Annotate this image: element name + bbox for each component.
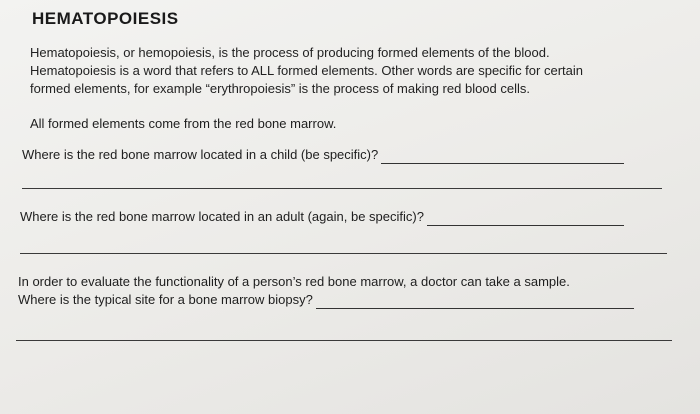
bone-marrow-statement: All formed elements come from the red bone marrow. bbox=[30, 116, 337, 131]
question-1 bbox=[22, 146, 624, 164]
question-3-answer-blank[interactable] bbox=[316, 296, 634, 309]
question-2-answer-line[interactable] bbox=[20, 253, 667, 254]
question-2 bbox=[20, 208, 624, 226]
question-3-text-2: Where is the typical site for a bone marrow biopsy? bbox=[18, 292, 313, 307]
question-1-answer-blank[interactable] bbox=[381, 151, 624, 164]
intro-line-3: formed elements, for example “erythropoiesis” is the process of making red blood cells. bbox=[30, 81, 530, 96]
question-3-answer-line[interactable] bbox=[16, 340, 672, 341]
intro-line-1: Hematopoiesis, or hemopoiesis, is the process of producing formed elements of the blood. bbox=[30, 45, 550, 60]
question-1-answer-line[interactable] bbox=[22, 188, 662, 189]
intro-line-2: Hematopoiesis is a word that refers to ALL formed elements. Other words are specific for certain bbox=[30, 63, 583, 78]
question-3-text-1: In order to evaluate the functionality of a person’s red bone marrow, a doctor can take a sample. bbox=[18, 274, 570, 289]
question-3-line-2 bbox=[18, 291, 634, 309]
question-1-text: Where is the red bone marrow located in a child (be specific)? bbox=[22, 147, 379, 162]
question-3-line-1 bbox=[18, 273, 570, 291]
question-2-text: Where is the red bone marrow located in an adult (again, be specific)? bbox=[20, 209, 424, 224]
question-2-answer-blank[interactable] bbox=[427, 213, 624, 226]
worksheet-title: HEMATOPOIESIS bbox=[32, 9, 179, 28]
intro-paragraph bbox=[30, 44, 670, 98]
